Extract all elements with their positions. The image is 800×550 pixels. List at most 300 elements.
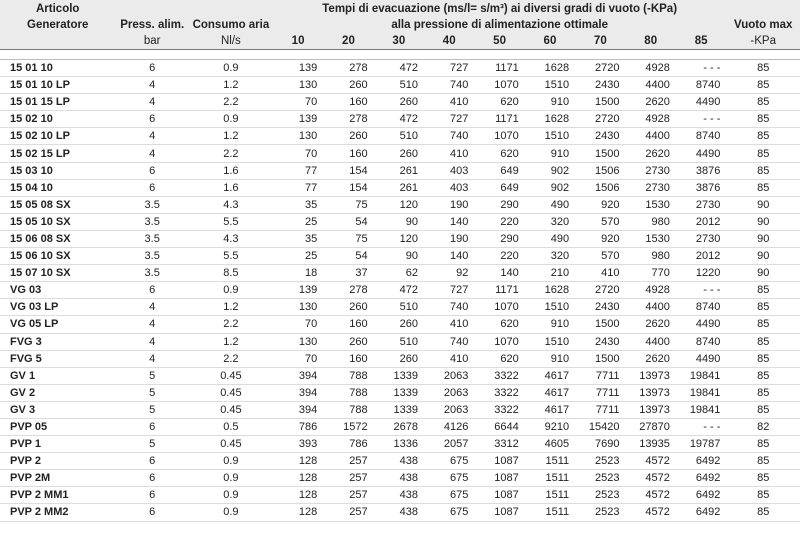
cell-time: 510	[374, 333, 424, 350]
cell-time: 1087	[474, 470, 524, 487]
cell-time: 139	[273, 111, 323, 128]
cell-time: 788	[323, 367, 373, 384]
cell-time: 160	[323, 94, 373, 111]
table-row	[0, 367, 800, 384]
cell-vuoto-max: 90	[726, 196, 800, 213]
cell-time: 2620	[626, 316, 676, 333]
cell-time: 510	[374, 299, 424, 316]
cell-consumo: 0.9	[189, 504, 273, 521]
header-generatore: Generatore	[0, 17, 115, 33]
cell-time: 3322	[474, 367, 524, 384]
cell-consumo: 0.5	[189, 418, 273, 435]
table-row	[0, 248, 800, 265]
cell-time: 4605	[525, 436, 575, 453]
cell-time: 2730	[626, 179, 676, 196]
cell-time: 4400	[626, 299, 676, 316]
cell-consumo: 1.6	[189, 162, 273, 179]
cell-consumo: 8.5	[189, 265, 273, 282]
cell-time: 2523	[575, 487, 625, 504]
cell-press: 6	[115, 111, 188, 128]
cell-time: 438	[374, 470, 424, 487]
cell-articolo: VG 05 LP	[0, 316, 115, 333]
cell-time: 13935	[626, 436, 676, 453]
table-row	[0, 418, 800, 435]
cell-articolo: PVP 05	[0, 418, 115, 435]
cell-articolo: 15 02 10 LP	[0, 128, 115, 145]
cell-time: 1070	[474, 333, 524, 350]
cell-time: 70	[273, 94, 323, 111]
cell-time: 1087	[474, 453, 524, 470]
cell-time: 19841	[676, 367, 727, 384]
cell-vuoto-max: 85	[726, 487, 800, 504]
cell-time: 902	[525, 179, 575, 196]
cell-press: 3.5	[115, 265, 188, 282]
cell-vuoto-max: 85	[726, 350, 800, 367]
cell-time: 1070	[474, 128, 524, 145]
cell-time: 260	[374, 316, 424, 333]
cell-time: 128	[273, 453, 323, 470]
cell-time: 35	[273, 230, 323, 247]
cell-consumo: 1.2	[189, 333, 273, 350]
cell-consumo: 4.3	[189, 196, 273, 213]
cell-time: 19787	[676, 436, 727, 453]
cell-time: 620	[474, 316, 524, 333]
header-vacuum-60: 60	[525, 33, 575, 50]
cell-articolo: PVP 2 MM2	[0, 504, 115, 521]
cell-time: 1530	[626, 230, 676, 247]
cell-time: 649	[474, 162, 524, 179]
cell-consumo: 1.2	[189, 128, 273, 145]
cell-vuoto-max: 85	[726, 94, 800, 111]
table-row	[0, 94, 800, 111]
cell-time: 62	[374, 265, 424, 282]
cell-time: 260	[374, 145, 424, 162]
cell-press: 4	[115, 299, 188, 316]
cell-press: 3.5	[115, 213, 188, 230]
cell-time: 1087	[474, 504, 524, 521]
cell-articolo: 15 03 10	[0, 162, 115, 179]
cell-time: 54	[323, 248, 373, 265]
cell-press: 3.5	[115, 248, 188, 265]
cell-press: 4	[115, 333, 188, 350]
spacer-row	[0, 50, 800, 60]
header-vacuum-30: 30	[374, 33, 424, 50]
table-row	[0, 196, 800, 213]
cell-time: 4490	[676, 94, 727, 111]
cell-time: - - -	[676, 60, 727, 77]
cell-press: 6	[115, 162, 188, 179]
cell-time: 910	[525, 350, 575, 367]
cell-time: 320	[525, 213, 575, 230]
cell-time: 160	[323, 145, 373, 162]
cell-time: 472	[374, 60, 424, 77]
cell-time: 788	[323, 384, 373, 401]
header-vuoto-unit: -KPa	[726, 33, 800, 50]
cell-press: 4	[115, 316, 188, 333]
cell-time: 902	[525, 162, 575, 179]
header-vacuum-80: 80	[626, 33, 676, 50]
cell-time: 438	[374, 453, 424, 470]
header-tempi-title: Tempi di evacuazione (ms/l= s/m³) ai diversi gradi di vuoto (-KPa)	[273, 0, 727, 17]
cell-time: 2430	[575, 299, 625, 316]
cell-time: 2523	[575, 504, 625, 521]
cell-consumo: 1.2	[189, 77, 273, 94]
cell-time: 1220	[676, 265, 727, 282]
cell-articolo: 15 06 08 SX	[0, 230, 115, 247]
cell-consumo: 5.5	[189, 248, 273, 265]
cell-time: 25	[273, 248, 323, 265]
cell-time: 70	[273, 350, 323, 367]
cell-time: 8740	[676, 299, 727, 316]
cell-consumo: 2.2	[189, 94, 273, 111]
cell-time: 1171	[474, 111, 524, 128]
cell-time: 8740	[676, 128, 727, 145]
cell-time: 260	[323, 128, 373, 145]
cell-time: 92	[424, 265, 474, 282]
cell-time: 1506	[575, 162, 625, 179]
cell-articolo: 15 07 10 SX	[0, 265, 115, 282]
cell-press: 6	[115, 179, 188, 196]
cell-time: 6492	[676, 453, 727, 470]
cell-vuoto-max: 82	[726, 418, 800, 435]
table-row	[0, 265, 800, 282]
table-row	[0, 384, 800, 401]
cell-time: 2430	[575, 128, 625, 145]
cell-time: 70	[273, 316, 323, 333]
cell-time: 154	[323, 162, 373, 179]
cell-time: 1070	[474, 299, 524, 316]
cell-time: - - -	[676, 111, 727, 128]
cell-articolo: PVP 1	[0, 436, 115, 453]
table-row	[0, 179, 800, 196]
cell-time: 1339	[374, 401, 424, 418]
table-row	[0, 470, 800, 487]
cell-time: 130	[273, 333, 323, 350]
cell-time: 19841	[676, 384, 727, 401]
table-row	[0, 401, 800, 418]
cell-time: 3322	[474, 401, 524, 418]
cell-time: 2523	[575, 453, 625, 470]
table-row	[0, 436, 800, 453]
cell-time: 1500	[575, 316, 625, 333]
cell-consumo: 0.45	[189, 367, 273, 384]
cell-time: 154	[323, 179, 373, 196]
cell-vuoto-max: 85	[726, 179, 800, 196]
table-row	[0, 504, 800, 521]
cell-time: 4400	[626, 77, 676, 94]
cell-time: 278	[323, 60, 373, 77]
cell-time: 220	[474, 213, 524, 230]
cell-time: 438	[374, 487, 424, 504]
cell-time: 1070	[474, 77, 524, 94]
cell-time: 1510	[525, 128, 575, 145]
cell-press: 4	[115, 350, 188, 367]
cell-time: 257	[323, 453, 373, 470]
cell-time: 1572	[323, 418, 373, 435]
cell-consumo: 0.9	[189, 487, 273, 504]
cell-time: 490	[525, 196, 575, 213]
cell-time: 6492	[676, 470, 727, 487]
cell-time: 4572	[626, 504, 676, 521]
cell-time: 472	[374, 282, 424, 299]
header-vuoto: Vuoto max	[726, 17, 800, 33]
cell-consumo: 2.2	[189, 145, 273, 162]
cell-consumo: 0.9	[189, 60, 273, 77]
cell-time: 2063	[424, 401, 474, 418]
cell-consumo: 0.45	[189, 436, 273, 453]
cell-press: 6	[115, 453, 188, 470]
header-consumo: Consumo aria	[189, 17, 273, 33]
cell-time: 2063	[424, 384, 474, 401]
cell-time: 2620	[626, 145, 676, 162]
cell-time: 25	[273, 213, 323, 230]
cell-time: 260	[323, 299, 373, 316]
cell-press: 5	[115, 436, 188, 453]
cell-time: 75	[323, 230, 373, 247]
cell-consumo: 0.9	[189, 470, 273, 487]
cell-time: 160	[323, 350, 373, 367]
cell-time: 210	[525, 265, 575, 282]
table-row	[0, 453, 800, 470]
cell-time: 620	[474, 145, 524, 162]
cell-vuoto-max: 85	[726, 299, 800, 316]
cell-time: 4490	[676, 350, 727, 367]
cell-time: 4572	[626, 453, 676, 470]
cell-time: 4928	[626, 282, 676, 299]
cell-time: 1339	[374, 384, 424, 401]
cell-time: 1336	[374, 436, 424, 453]
cell-time: 19841	[676, 401, 727, 418]
cell-time: 257	[323, 470, 373, 487]
cell-press: 3.5	[115, 230, 188, 247]
cell-time: 2430	[575, 333, 625, 350]
cell-time: 2730	[676, 196, 727, 213]
cell-time: 7711	[575, 384, 625, 401]
cell-time: 1510	[525, 299, 575, 316]
cell-time: 7711	[575, 367, 625, 384]
cell-time: 1511	[525, 504, 575, 521]
cell-time: 980	[626, 213, 676, 230]
cell-time: 90	[374, 248, 424, 265]
cell-time: 1628	[525, 282, 575, 299]
cell-consumo: 0.45	[189, 384, 273, 401]
cell-consumo: 1.2	[189, 299, 273, 316]
cell-time: 2720	[575, 60, 625, 77]
cell-time: 4400	[626, 128, 676, 145]
cell-articolo: 15 02 10	[0, 111, 115, 128]
cell-press: 5	[115, 401, 188, 418]
header-consumo-unit: Nl/s	[189, 33, 273, 50]
cell-time: 2720	[575, 111, 625, 128]
cell-time: 675	[424, 504, 474, 521]
cell-time: 394	[273, 384, 323, 401]
cell-time: 2523	[575, 470, 625, 487]
table-row	[0, 333, 800, 350]
cell-time: 75	[323, 196, 373, 213]
cell-vuoto-max: 85	[726, 162, 800, 179]
cell-time: 393	[273, 436, 323, 453]
table-row	[0, 282, 800, 299]
cell-time: 2678	[374, 418, 424, 435]
cell-time: 4617	[525, 384, 575, 401]
cell-time: 510	[374, 77, 424, 94]
cell-time: 6492	[676, 487, 727, 504]
table-body	[0, 50, 800, 522]
cell-time: 410	[424, 350, 474, 367]
cell-time: 261	[374, 179, 424, 196]
cell-time: 910	[525, 145, 575, 162]
cell-time: 920	[575, 196, 625, 213]
cell-articolo: 15 01 10	[0, 60, 115, 77]
table-row	[0, 487, 800, 504]
cell-time: 120	[374, 196, 424, 213]
cell-vuoto-max: 85	[726, 111, 800, 128]
cell-vuoto-max: 85	[726, 282, 800, 299]
cell-articolo: FVG 3	[0, 333, 115, 350]
cell-press: 6	[115, 504, 188, 521]
cell-time: 620	[474, 94, 524, 111]
cell-time: 290	[474, 230, 524, 247]
cell-press: 4	[115, 128, 188, 145]
cell-consumo: 0.9	[189, 111, 273, 128]
cell-time: 2057	[424, 436, 474, 453]
cell-time: 4928	[626, 60, 676, 77]
cell-time: 7690	[575, 436, 625, 453]
cell-articolo: GV 2	[0, 384, 115, 401]
cell-consumo: 0.9	[189, 282, 273, 299]
cell-time: 37	[323, 265, 373, 282]
cell-time: 8740	[676, 77, 727, 94]
cell-press: 6	[115, 60, 188, 77]
cell-time: 4617	[525, 367, 575, 384]
cell-time: 77	[273, 162, 323, 179]
table-row	[0, 316, 800, 333]
cell-time: 740	[424, 77, 474, 94]
cell-time: 394	[273, 401, 323, 418]
cell-time: 6492	[676, 504, 727, 521]
cell-time: 2620	[626, 94, 676, 111]
cell-time: 278	[323, 282, 373, 299]
cell-time: 3876	[676, 179, 727, 196]
cell-time: 140	[474, 265, 524, 282]
cell-time: 2730	[626, 162, 676, 179]
cell-vuoto-max: 85	[726, 60, 800, 77]
cell-time: 910	[525, 316, 575, 333]
cell-time: 128	[273, 470, 323, 487]
cell-vuoto-max: 85	[726, 333, 800, 350]
cell-press: 3.5	[115, 196, 188, 213]
cell-consumo: 2.2	[189, 316, 273, 333]
cell-time: 1171	[474, 282, 524, 299]
cell-time: 140	[424, 213, 474, 230]
table-row	[0, 162, 800, 179]
cell-time: 13973	[626, 401, 676, 418]
cell-press: 6	[115, 487, 188, 504]
cell-articolo: 15 01 10 LP	[0, 77, 115, 94]
cell-time: 410	[424, 94, 474, 111]
cell-time: 675	[424, 470, 474, 487]
cell-vuoto-max: 90	[726, 230, 800, 247]
cell-time: 290	[474, 196, 524, 213]
cell-time: 8740	[676, 333, 727, 350]
cell-time: 1171	[474, 60, 524, 77]
cell-time: 1506	[575, 179, 625, 196]
cell-articolo: 15 05 08 SX	[0, 196, 115, 213]
header-vacuum-50: 50	[474, 33, 524, 50]
cell-time: 1628	[525, 111, 575, 128]
cell-time: 139	[273, 60, 323, 77]
cell-vuoto-max: 90	[726, 248, 800, 265]
cell-time: 740	[424, 333, 474, 350]
table-row	[0, 111, 800, 128]
cell-articolo: 15 05 10 SX	[0, 213, 115, 230]
cell-time: 1339	[374, 367, 424, 384]
cell-time: 4572	[626, 470, 676, 487]
cell-time: 13973	[626, 367, 676, 384]
table-header	[0, 0, 800, 50]
cell-time: 2720	[575, 282, 625, 299]
cell-time: 54	[323, 213, 373, 230]
header-articolo: Articolo	[0, 0, 115, 17]
cell-time: 740	[424, 128, 474, 145]
cell-time: 160	[323, 316, 373, 333]
cell-time: 740	[424, 299, 474, 316]
cell-time: 128	[273, 504, 323, 521]
cell-articolo: GV 1	[0, 367, 115, 384]
cell-articolo: PVP 2	[0, 453, 115, 470]
cell-press: 6	[115, 470, 188, 487]
cell-time: 2430	[575, 77, 625, 94]
cell-vuoto-max: 85	[726, 128, 800, 145]
header-vacuum-40: 40	[424, 33, 474, 50]
cell-press: 4	[115, 145, 188, 162]
cell-time: 1628	[525, 60, 575, 77]
table-row	[0, 60, 800, 77]
cell-time: 770	[626, 265, 676, 282]
cell-time: 4928	[626, 111, 676, 128]
cell-time: 649	[474, 179, 524, 196]
cell-time: 90	[374, 213, 424, 230]
cell-press: 6	[115, 282, 188, 299]
cell-vuoto-max: 85	[726, 145, 800, 162]
cell-articolo: VG 03	[0, 282, 115, 299]
header-tempi-subtitle: alla pressione di alimentazione ottimale	[273, 17, 727, 33]
cell-vuoto-max: 85	[726, 401, 800, 418]
cell-time: 403	[424, 162, 474, 179]
cell-vuoto-max: 85	[726, 504, 800, 521]
cell-time: 140	[424, 248, 474, 265]
cell-articolo: 15 01 15 LP	[0, 94, 115, 111]
cell-time: 410	[575, 265, 625, 282]
cell-press: 5	[115, 384, 188, 401]
cell-time: 570	[575, 248, 625, 265]
cell-consumo: 5.5	[189, 213, 273, 230]
cell-time: 3322	[474, 384, 524, 401]
cell-consumo: 0.45	[189, 401, 273, 418]
cell-vuoto-max: 85	[726, 316, 800, 333]
cell-time: 130	[273, 299, 323, 316]
cell-time: 675	[424, 453, 474, 470]
table-row	[0, 299, 800, 316]
cell-time: 2012	[676, 248, 727, 265]
cell-press: 5	[115, 367, 188, 384]
cell-time: 980	[626, 248, 676, 265]
header-vacuum-70: 70	[575, 33, 625, 50]
cell-time: 220	[474, 248, 524, 265]
header-press: Press. alim.	[115, 17, 188, 33]
cell-articolo: PVP 2 MM1	[0, 487, 115, 504]
cell-time: 490	[525, 230, 575, 247]
